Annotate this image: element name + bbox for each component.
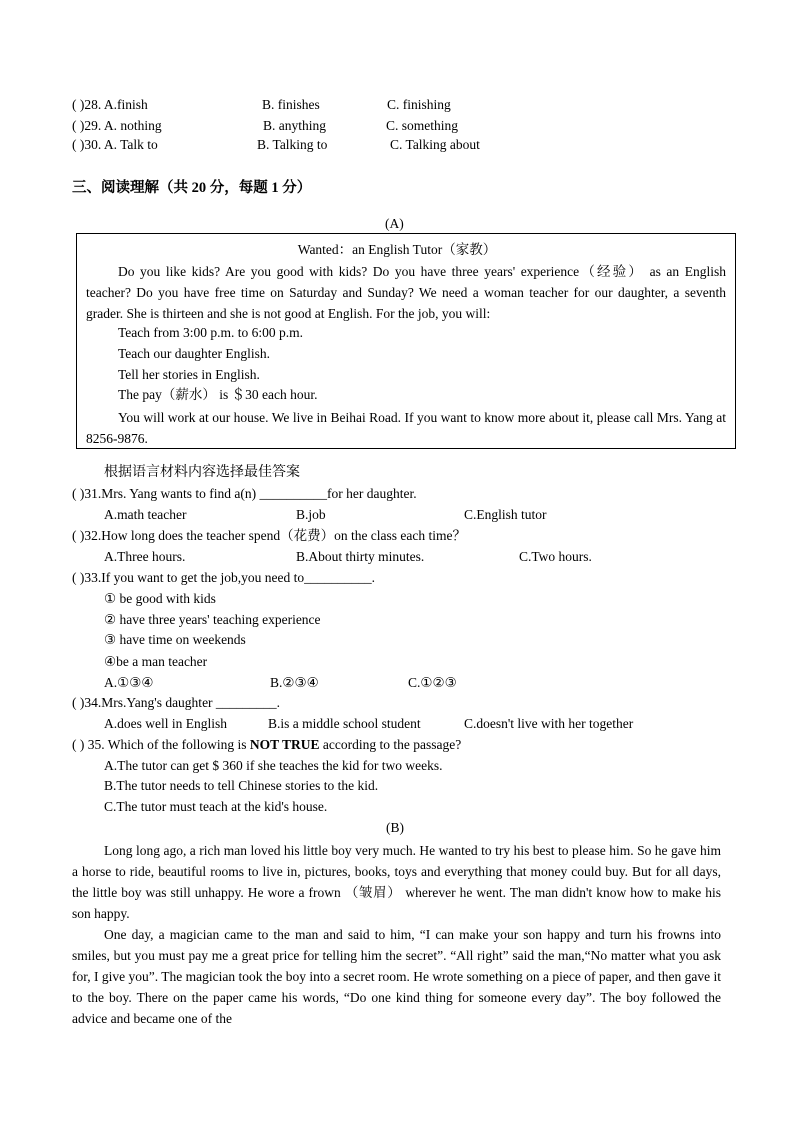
q32-option-b: B.About thirty minutes. [296,549,425,564]
q35-option-c: C.The tutor must teach at the kid's house. [104,799,328,814]
passage-b-paragraph-1 [72,840,721,924]
q33-statement-1: ① be good with kids [104,591,216,606]
q31-option-b: B.job [296,507,326,522]
passage-b-label: (B) [386,820,404,835]
passage-b-paragraph-2 [72,924,721,1029]
ad-paragraph-1-text: Do you like kids? Are you good with kids? Do you have three years' experience（经验） as an English teacher? Do you have free time on Saturday and Sunday? We need a woman teacher for our daughter, a seventh grader. She is thirteen and she is not good at English. For the job, you will: [86,264,726,321]
q33-option-b: B.②③④ [270,675,319,690]
ad-title: Wanted：an English Tutor（家教） [297,242,497,257]
q28-number: ( )28. A.finish [72,97,148,112]
q33-statement-2: ② have three years' teaching experience [104,612,321,627]
section-title: 三、阅读理解（共 20 分，每题 1 分） [72,180,312,196]
question-31-stem: ( )31.Mrs. Yang wants to find a(n) __________for her daughter. [72,486,417,501]
q29-option-b: B. anything [263,118,326,133]
q35-option-a: A.The tutor can get $ 360 if she teaches the kid for two weeks. [104,758,443,773]
ad-paragraph-2-text: You will work at our house. We live in Beihai Road. If you want to know more about it, please call Mrs. Yang at 8256-9876. [86,410,726,446]
passage-a-label: (A) [385,216,404,231]
ad-paragraph-1 [86,261,726,324]
q33-option-c: C.①②③ [408,675,457,690]
passage-b-paragraph-2-text: One day, a magician came to the man and said to him, “I can make your son happy and turn his frowns into smiles, but you must pay me a great price for telling him the secret”. “All right” said the man,“No matter what you ask for, I give you”. The magician took the boy into a secret room. He wrote something on a piece of paper, and then gave it to the boy. There on the paper came his words, “Do one kind thing for someone every day”. The boy followed the advice and became one of the [72,927,721,1026]
q28-option-b: B. finishes [262,97,320,112]
ad-item-1: Teach from 3:00 p.m. to 6:00 p.m. [118,325,304,340]
q35-option-b: B.The tutor needs to tell Chinese stories to the kid. [104,778,379,793]
q32-option-c: C.Two hours. [519,549,592,564]
q33-option-a: A.①③④ [104,675,154,690]
q31-option-a: A.math teacher [104,507,187,522]
q30-option-c: C. Talking about [390,137,480,152]
ad-item-4: The pay（薪水） is ＄30 each hour. [118,387,318,402]
q28-option-c: C. finishing [387,97,451,112]
q31-option-c: C.English tutor [464,507,547,522]
q34-option-c: C.doesn't live with her together [464,716,634,731]
instruction: 根据语言材料内容选择最佳答案 [104,465,300,480]
ad-item-3: Tell her stories in English. [118,367,260,382]
question-34-stem: ( )34.Mrs.Yang's daughter _________. [72,695,281,710]
q32-option-a: A.Three hours. [104,549,186,564]
question-32-stem: ( )32.How long does the teacher spend（花费）on the class each time？ [72,528,467,543]
q35-stem-pre: ( ) 35. Which of the following is [72,737,250,752]
question-28 [72,97,148,113]
q35-stem-emphasis: NOT TRUE [249,737,320,752]
q34-option-a: A.does well in English [104,716,227,731]
ad-item-2: Teach our daughter English. [118,346,271,361]
question-30: ( )30. A. Talk to [72,137,158,152]
question-35-stem [72,737,461,753]
q30-option-b: B. Talking to [257,137,328,152]
q29-option-c: C. something [386,118,459,133]
ad-paragraph-2 [86,407,726,449]
q34-option-b: B.is a middle school student [268,716,421,731]
question-33-stem: ( )33.If you want to get the job,you need to__________. [72,570,375,585]
q33-statement-4: ④be a man teacher [104,654,208,669]
question-29: ( )29. A. nothing [72,118,162,133]
q35-stem-post: according to the passage? [319,737,462,752]
passage-b-paragraph-1-text: Long long ago, a rich man loved his little boy very much. He wanted to try his best to please him. So he gave him a horse to ride, beautiful rooms to live in, pictures, books, toys and everything that money could buy. But for all days, the little boy was still unhappy. He wore a frown （皱眉） wherever he went. The man didn't know how to make his son happy. [72,843,721,921]
q33-statement-3: ③ have time on weekends [104,632,246,647]
